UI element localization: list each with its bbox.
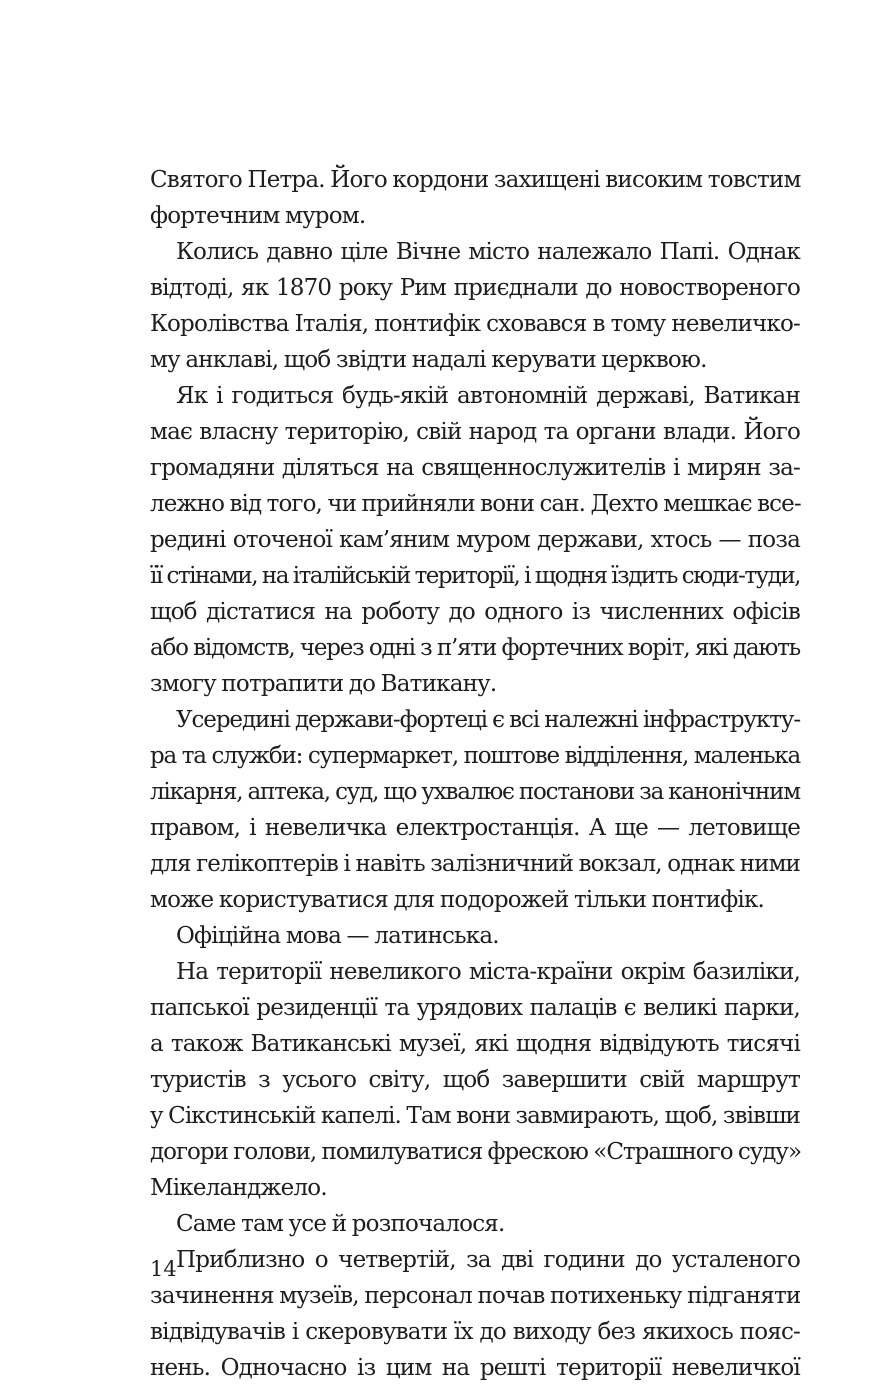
text-line: Святого Петра. Його кордони захищені високим товстим <box>150 167 801 193</box>
text-line: зачинення музеїв, персонал почав потихеньку підганяти <box>150 1283 801 1309</box>
text-line: му анклаві, щоб звідти надалі керувати церквою. <box>150 347 707 373</box>
text-line: для гелікоптерів і навіть залізничний вокзал, однак ними <box>150 851 800 877</box>
text-line: Королівства Італія, понтифік сховався в тому невеличко- <box>150 311 800 337</box>
text-line: Як і годиться будь-якій автономній державі, Ватикан <box>176 383 800 409</box>
text-line: папської резиденції та урядових палаців є великі парки, <box>150 995 800 1021</box>
text-line: Приблизно о четвертій, за дві години до усталеного <box>176 1247 800 1273</box>
text-line: правом, і невеличка електростанція. А ще — летовище <box>150 815 800 841</box>
text-line: Мікеланджело. <box>150 1175 327 1201</box>
text-line: догори голови, помилуватися фрескою «Страшного суду» <box>150 1139 802 1165</box>
text-line: туристів з усього світу, щоб завершити свій маршрут <box>150 1067 800 1093</box>
text-line: змогу потрапити до Ватикану. <box>150 671 497 697</box>
text-line: Усередині держави-фортеці є всі належні інфраструкту- <box>176 707 800 733</box>
text-line: Офіційна мова — латинська. <box>176 923 499 949</box>
text-line: громадяни діляться на священнослужителів і мирян за- <box>150 455 800 481</box>
text-line: щоб дістатися на роботу до одного із численних офісів <box>150 599 800 625</box>
text-line: відвідувачів і скеровувати їх до виходу без якихось пояс- <box>150 1319 800 1345</box>
text-line: відтоді, як 1870 року Рим приєднали до новоствореного <box>150 275 800 301</box>
text-line: На території невеликого міста-країни окрім базиліки, <box>176 959 800 985</box>
text-line: у Сікстинській капелі. Там вони завмирають, щоб, звівши <box>150 1103 800 1129</box>
text-line: Саме там усе й розпочалося. <box>176 1211 505 1237</box>
text-line: лікарня, аптека, суд, що ухвалює постанови за канонічним <box>150 779 800 805</box>
text-line: Колись давно ціле Вічне місто належало Папі. Однак <box>176 239 800 265</box>
text-line: нень. Одночасно із цим на решті території невеличкої <box>150 1355 800 1381</box>
text-line: а також Ватиканські музеї, які щодня відвідують тисячі <box>150 1031 800 1057</box>
body-text <box>150 162 800 1386</box>
text-line: має власну територію, свій народ та органи влади. Його <box>150 419 800 445</box>
text-line: або відомств, через одні з п’яти фортечних воріт, які дають <box>150 635 800 661</box>
page-number: 14 <box>150 1257 177 1281</box>
text-line: редині оточеної кам’яним муром держави, хтось — поза <box>150 527 800 553</box>
text-line: фортечним муром. <box>150 203 366 229</box>
text-line: ра та служби: супермаркет, поштове відділення, маленька <box>150 743 800 769</box>
text-line: лежно від того, чи прийняли вони сан. Дехто мешкає все- <box>150 491 801 517</box>
text-line: може користуватися для подорожей тільки понтифік. <box>150 887 765 913</box>
text-line: її стінами, на італійській території, і щодня їздить сюди-туди, <box>150 563 800 589</box>
